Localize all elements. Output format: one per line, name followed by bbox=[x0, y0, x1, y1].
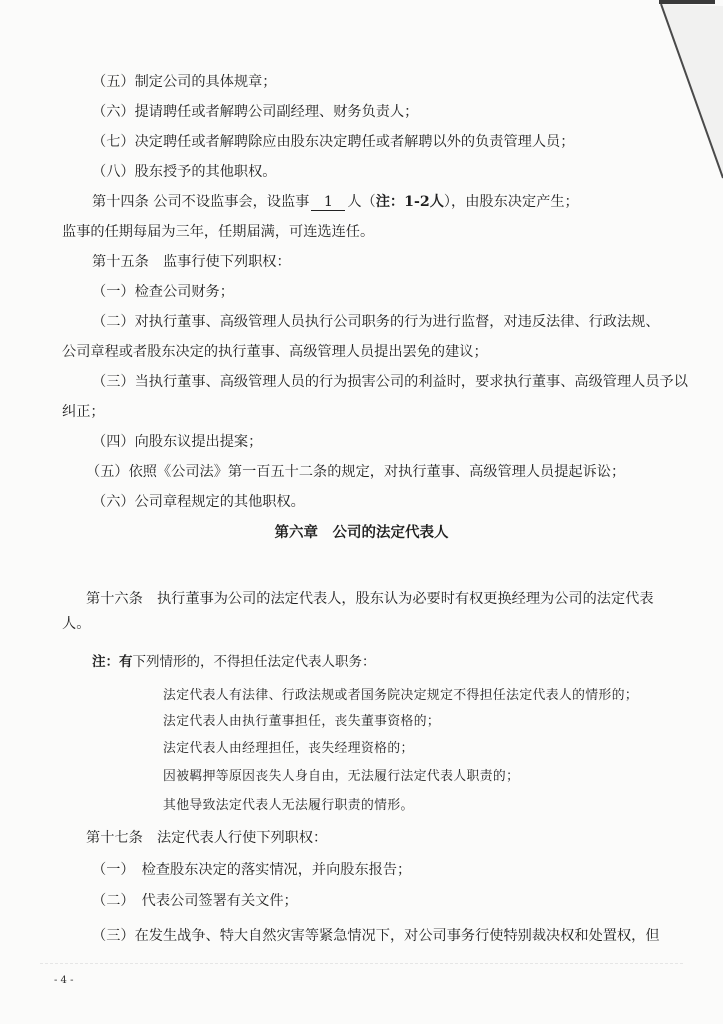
chapter-title: 第六章 公司的法定代表人 bbox=[274, 524, 449, 541]
article-14-prefix: 第十四条 公司不设监事会，设监事 bbox=[92, 194, 310, 210]
article-17-line: （一） 检查股东决定的落实情况，并向股东报告； bbox=[92, 862, 412, 878]
article-14-middle: 人（ bbox=[347, 194, 376, 210]
article-14-suffix: ），由股东决定产生； bbox=[443, 194, 579, 210]
page-number: - 4 - bbox=[54, 975, 74, 986]
article-17-line: 第十七条 法定代表人行使下列职权： bbox=[86, 830, 328, 846]
note-heading bbox=[92, 652, 376, 672]
text-line: （三）当执行董事、高级管理人员的行为损害公司的利益时，要求执行董事、高级管理人员予以 bbox=[92, 374, 688, 390]
text-line: （四）向股东议提出提案； bbox=[92, 434, 263, 450]
text-line: 第十五条 监事行使下列职权： bbox=[92, 254, 291, 270]
article-16-line: 第十六条 执行董事为公司的法定代表人，股东认为必要时有权更换经理为公司的法定代表 bbox=[86, 591, 654, 607]
text-line: 纠正； bbox=[62, 404, 105, 420]
note-item: 因被羁押等原因丧失人身自由，无法履行法定代表人职责的； bbox=[163, 769, 520, 784]
text-line: （八）股东授予的其他职权。 bbox=[92, 164, 277, 180]
article-14-note: 注：1-2人 bbox=[375, 194, 444, 210]
note-item: 法定代表人由经理担任，丧失经理资格的； bbox=[163, 741, 414, 756]
note-item: 法定代表人有法律、行政法规或者国务院决定规定不得担任法定代表人的情形的； bbox=[163, 688, 639, 703]
text-line: （五）制定公司的具体规章； bbox=[92, 74, 277, 90]
text-line: （二）对执行董事、高级管理人员执行公司职务的行为进行监督，对违反法律、行政法规、 bbox=[92, 314, 660, 330]
text-line: 公司章程或者股东决定的执行董事、高级管理人员提出罢免的建议； bbox=[62, 344, 488, 360]
note-item: 法定代表人由执行董事担任，丧失董事资格的； bbox=[163, 714, 441, 729]
note-text: 下列情形的，不得担任法定代表人职务： bbox=[132, 654, 376, 670]
note-item: 其他导致法定代表人无法履行职责的情形。 bbox=[163, 798, 414, 813]
article-17-line: （二） 代表公司签署有关文件； bbox=[92, 893, 298, 909]
supervisor-count: 1 bbox=[311, 194, 345, 211]
text-line: （七）决定聘任或者解聘除应由股东决定聘任或者解聘以外的负责管理人员； bbox=[92, 134, 575, 150]
text-line: （六）公司章程规定的其他职权。 bbox=[92, 494, 305, 510]
text-line: （一）检查公司财务； bbox=[92, 284, 234, 300]
text-line: （六）提请聘任或者解聘公司副经理、财务负责人； bbox=[92, 104, 419, 120]
article-17-line: （三）在发生战争、特大自然灾害等紧急情况下，对公司事务行使特别裁决权和处置权，但 bbox=[92, 928, 660, 944]
text-line: 监事的任期每届为三年，任期届满，可连选连任。 bbox=[62, 224, 375, 240]
page-fold-mark bbox=[653, 0, 723, 190]
article-14 bbox=[92, 192, 579, 212]
text-line: （五）依照《公司法》第一百五十二条的规定，对执行董事、高级管理人员提起诉讼； bbox=[86, 464, 626, 480]
footer-divider bbox=[40, 963, 683, 964]
note-label: 注：有 bbox=[92, 654, 133, 670]
article-16-line: 人。 bbox=[62, 616, 91, 632]
